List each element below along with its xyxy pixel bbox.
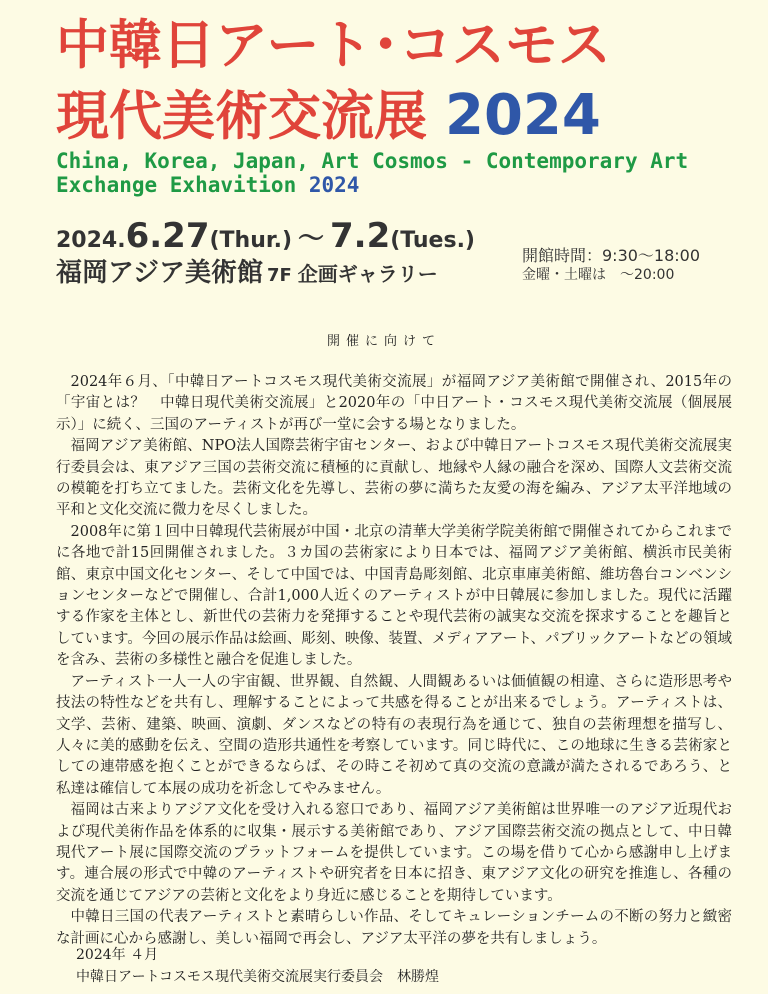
organization-name: 中韓日アートコスモス現代美術交流展実行委員会 [76,969,384,985]
end-date: 7.2 [330,216,391,256]
title-line-2 [56,84,601,149]
message-body [56,372,732,950]
opening-hours-note: 金曜・土曜は ～20:00 [522,267,675,283]
english-title-text-2: Exchange Exhavition [56,173,297,197]
date-range-tilde: ～ [298,224,325,254]
message-paragraph: アーティスト一人一人の宇宙観、世界観、自然観、人間観あるいは価値観の相違、さらに造形思考や技法の特性などを共有し、理解することによって共感を得ることが出来るでしょう。アーティストは、文学、芸術、建築、映画、演劇、ダンスなどの特有の表現行為を通じて、独自の芸術理想を描写し、人々に美的感動を伝え、空間の造形共通性を考察しています。同じ時代に、この地球に生きる芸術家としての連帯感を抱くことができるならば、その時こそ初めて真の交流の意識が満たされるであろう、と私達は確信して本展の成功を祈念してやみません。 [56,673,732,797]
venue-floor: 7F [266,265,292,286]
date-year-prefix: 2024. [56,228,126,253]
signer-name: 林勝煌 [397,969,440,985]
english-title-line-1: China, Korea, Japan, Art Cosmos - Contemporary Art [56,149,689,173]
title-year: 2024 [445,83,601,148]
message-paragraph: 中韓日三国の代表アーティストと素晴らしい作品、そしてキュレーションチームの不断の努力と緻密な計画に心から感謝し、美しい福岡で再会し、アジア太平洋の夢を共有しましょう。 [56,909,732,947]
title-line-1 [56,14,611,78]
message-paragraph: 2008年に第１回中日韓現代芸術展が中国・北京の清華大学美術学院美術館で開催されてからこれまでに各地で計15回開催されました。３カ国の芸術家により日本では、福岡アジア美術館、横浜市民美術館、東京中国文化センター、そして中国では、中国青島彫刻館、北京車庫美術館、維坊魯台コンベンションセンターなどで開催し、合計1,000人近くのアーティストが中日韓展に参加しました。現代に活躍する作家を主体とし、新世代の芸術力を発揮することや現代芸術の誠実な交流を探求することを趣旨としています。今回の展示作品は絵画、彫刻、映像、装置、メディアアート、パブリックアートなどの領域を含み、芸術の多様性と融合を促進しました。 [56,523,732,669]
opening-hours-main: 開館時間：9:30～18:00 [522,246,701,265]
start-day: (Thur.) [209,228,292,253]
venue-gallery: 企画ギャラリー [297,262,438,286]
message-paragraph: 2024年６月、「中韓日アートコスモス現代美術交流展」が福岡アジア美術館で開催され、2015年の「宇宙とは？ 中韓日現代美術交流展」と2020年の「中日アート・コスモス現代美術交流展（個展展示）」に続く、三国のアーティストが再び一堂に会する場となりました。 [56,374,732,433]
message-signature [76,966,439,986]
english-title-line-2 [56,172,359,198]
message-paragraph: 福岡アジア美術館、NPO法人国際芸術宇宙センター、および中韓日アートコスモス現代美術交流展実行委員会は、東アジア三国の芸術交流に積極的に貢献し、地縁や人縁の融合を深め、国際人文芸術交流の模範を打ち立てました。芸術文化を先導し、芸術の夢に満ちた友愛の海を編み、アジア太平洋地域の平和と文化交流に微力を尽くしました。 [56,438,732,519]
title-text-2: 現代美術交流展 [56,86,427,147]
message-paragraph: 福岡は古来よりアジア文化を受け入れる窓口であり、福岡アジア美術館は世界唯一のアジア近現代および現代美術作品を体系的に収集・展示する美術館であり、アジア国際芸術交流の拠点として、中日韓現代アート展に国際交流のプラットフォームを提供しています。この場を借りて心から感謝申し上げます。連合展の形式で中韓のアーティストや研究者を日本に招き、東アジア文化の研究を推進し、各種の交流を通じてアジアの芸術と文化をより身近に感じることを期待しています。 [56,802,732,904]
event-venue [56,256,438,293]
venue-name: 福岡アジア美術館 [56,258,263,288]
opening-hours [522,246,700,284]
english-title-year: 2024 [308,173,360,197]
message-heading: 開催に向けて [326,334,441,349]
title-text-1: 中韓日アート･コスモス [56,15,611,76]
end-day: (Tues.) [390,228,475,253]
message-date: 2024年 ４月 [76,947,159,963]
start-date: 6.27 [125,216,210,256]
